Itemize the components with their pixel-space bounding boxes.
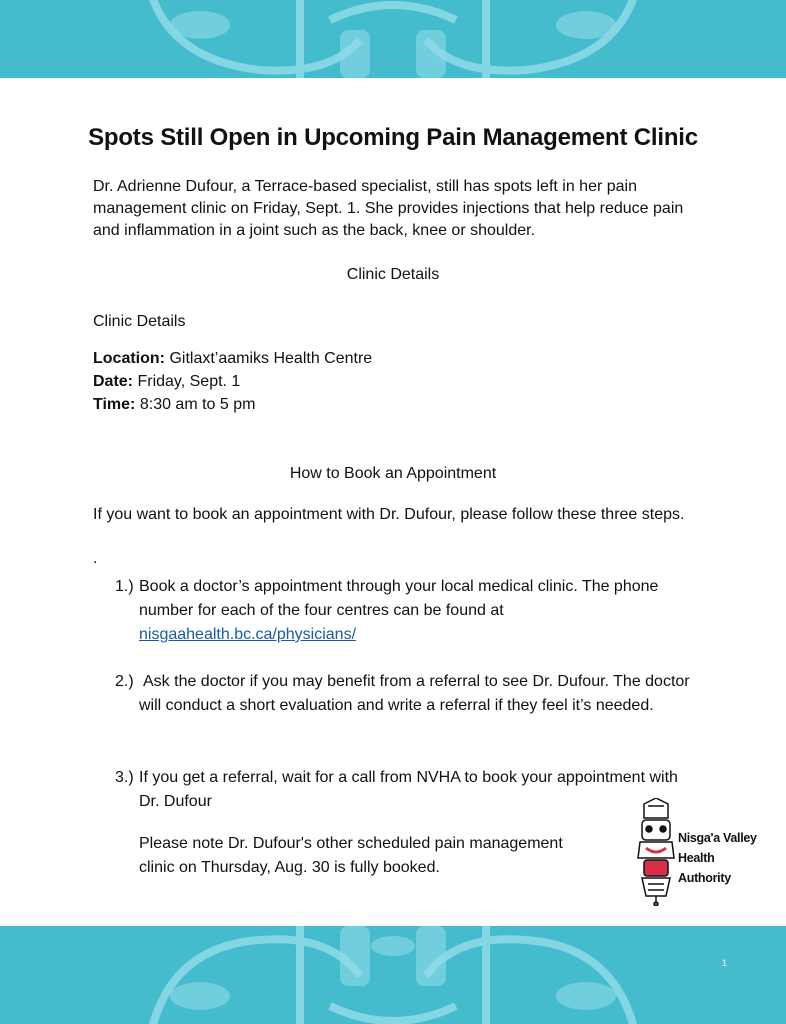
step-1-text: Book a doctor’s appointment through your local medical clinic. The phone number for each of the four centres can be found at xyxy=(139,578,659,619)
footer-band xyxy=(0,926,786,1024)
section-heading-clinic-details: Clinic Details xyxy=(93,313,186,330)
centered-heading-clinic-details: Clinic Details xyxy=(346,266,440,283)
physicians-link[interactable]: nisgaahealth.bc.ca/physicians/ xyxy=(139,626,357,643)
step-1 xyxy=(115,575,695,647)
formline-pattern-top xyxy=(0,0,786,78)
page-title: Spots Still Open in Upcoming Pain Management Clinic xyxy=(88,124,698,151)
note-paragraph: Please note Dr. Dufour's other scheduled pain management clinic on Thursday, Aug. 30 is fully booked. xyxy=(139,835,563,876)
header-band xyxy=(0,0,786,78)
time-label: Time: xyxy=(93,396,136,413)
location-label: Location: xyxy=(93,350,165,367)
date-label: Date: xyxy=(93,373,134,390)
logo-text xyxy=(678,828,764,888)
step-2-text: Ask the doctor if you may benefit from a referral to see Dr. Dufour. The doctor will conduct a short evaluation and write a referral if they feel it’s needed. xyxy=(139,673,690,714)
intro-paragraph: Dr. Adrienne Dufour, a Terrace-based specialist, still has spots left in her pain management clinic on Friday, Sept. 1. She provides injections that help reduce pain and inflammation in a joint such as the back, knee or shoulder. xyxy=(93,178,684,239)
step-1-number: 1.) xyxy=(115,578,134,595)
detail-time xyxy=(93,394,255,416)
detail-date xyxy=(93,371,240,393)
detail-location xyxy=(93,348,372,370)
logo-line-1: Nisga'a Valley xyxy=(678,831,757,845)
logo-line-2: Health Authority xyxy=(678,851,731,885)
centered-heading-booking: How to Book an Appointment xyxy=(289,465,497,482)
step-3-text: If you get a referral, wait for a call from NVHA to book your appointment with Dr. Dufour xyxy=(139,769,678,810)
step-2 xyxy=(115,670,695,718)
totem-icon xyxy=(634,798,678,906)
location-value: Gitlaxt’aamiks Health Centre xyxy=(169,350,373,367)
booking-intro: If you want to book an appointment with Dr. Dufour, please follow these three steps. xyxy=(93,506,685,523)
step-3-number: 3.) xyxy=(115,769,134,786)
page-number: 1 xyxy=(722,958,728,968)
step-2-number: 2.) xyxy=(115,673,134,690)
nvha-logo xyxy=(634,798,764,906)
step-3 xyxy=(115,766,695,814)
stray-dot: . xyxy=(93,550,98,567)
time-value: 8:30 am to 5 pm xyxy=(139,396,256,413)
date-value: Friday, Sept. 1 xyxy=(137,373,241,390)
formline-pattern-bottom xyxy=(0,926,786,1024)
